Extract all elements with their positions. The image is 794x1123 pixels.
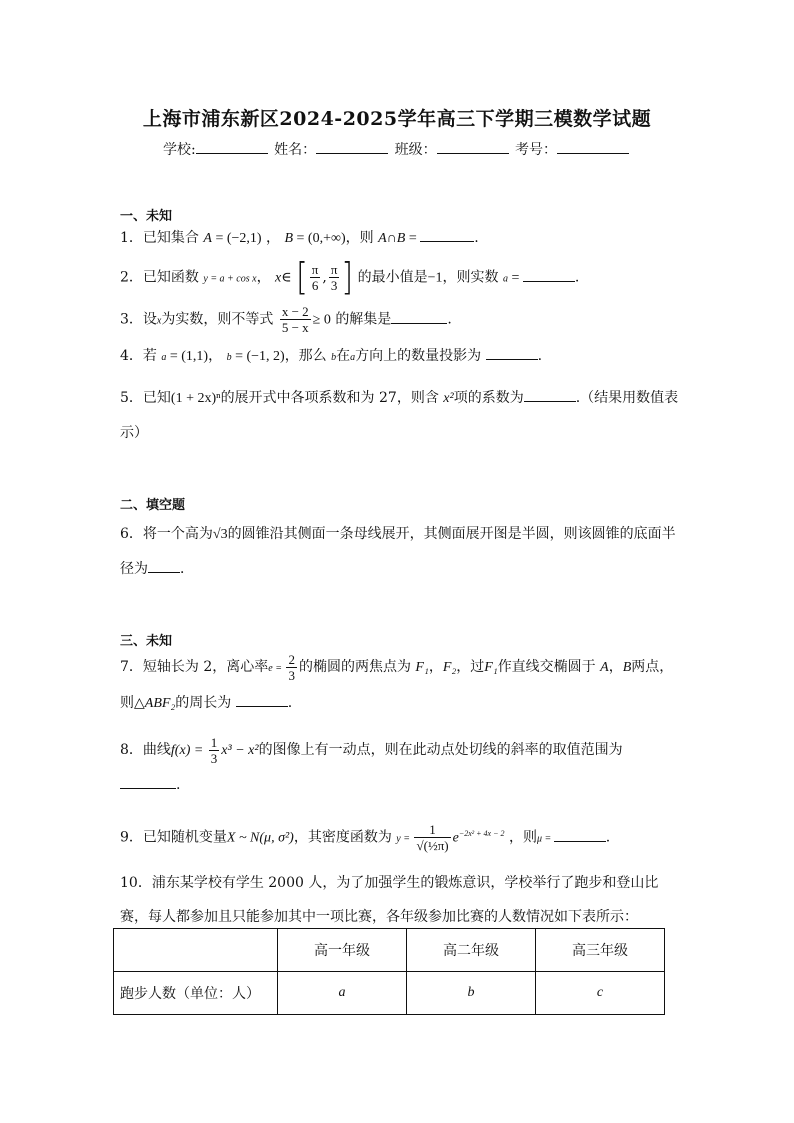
answer-blank-6[interactable] [148, 560, 180, 573]
school-blank[interactable] [196, 141, 268, 154]
question-10: 10．浦东某学校有学生 2000 人，为了加强学生的锻炼意识，学校举行了跑步和登山比赛，每人都参加且只能参加其中一项比赛，各年级参加比赛的人数情况如下表所示： [120, 875, 659, 925]
question-2: 2．已知函数 y = a + cos x， x∈ [ $\frac{\pi}{6}$ , $\frac{\pi}{3}$ ] 的最小值是−1，则实数 a = . [120, 255, 580, 299]
id-blank[interactable] [557, 141, 629, 154]
question-6: 6．将一个高为√3的圆锥沿其侧面一条母线展开，其侧面展开图是半圆，则该圆锥的底面半径为 ． [120, 526, 676, 577]
question-7: 7．短轴长为 2，离心率e = $\frac{2}{3}$ 的椭圆的两焦点为 F₁，F₂，过F₁作直线交椭圆于 A，B两点，则△ABF₂的周长为 . [120, 651, 674, 711]
question-8: 8．曲线f(x) = $\frac{1}{3}$ x³ − x²的图像上有一动点，则在此动点处切线的斜率的取值范围为 . [120, 734, 623, 793]
class-blank[interactable] [437, 141, 509, 154]
section-heading-2: 二、填空题 [120, 498, 186, 513]
answer-blank-8[interactable] [120, 776, 176, 789]
name-label: 姓名： [274, 142, 317, 158]
id-label: 考号： [515, 142, 558, 158]
answer-blank-7[interactable] [236, 694, 288, 707]
table-row: 跑步人数（单位：人） a b c [114, 972, 665, 1015]
table-header-row: 高一年级 高二年级 高三年级 [114, 929, 665, 972]
exam-title: 上海市浦东新区2024-2025学年高三下学期三模数学试题 [142, 108, 652, 130]
student-info-row [0, 139, 794, 159]
answer-blank-5[interactable] [524, 389, 576, 402]
answer-blank-3[interactable] [391, 311, 447, 324]
answer-blank-2[interactable] [523, 269, 575, 282]
question-3: 3．设x为实数，则不等式 $\frac{x - 2}{5 - x}$ ≥ 0 的解集是 . [120, 304, 452, 335]
school-label: 学校: [162, 142, 196, 158]
question-1: 1．已知集合 A = (−2,1) ， B = (0,+∞)，则 A∩B = . [120, 230, 479, 246]
question-4: 4．若 a = (1,1)， b = (−1, 2)，那么 b在a方向上的数量投影为 . [120, 348, 543, 364]
participants-table [113, 928, 665, 1015]
section-heading-3: 三、未知 [120, 634, 173, 649]
answer-blank-1[interactable] [420, 229, 474, 242]
answer-blank-4[interactable] [486, 347, 538, 360]
answer-blank-9[interactable] [554, 829, 606, 842]
question-5: 5．已知(1 + 2x)ⁿ的展开式中各项系数和为 27，则含 x²项的系数为 .（结果用数值表示） [120, 390, 679, 441]
name-blank[interactable] [316, 141, 388, 154]
section-heading-1: 一、未知 [120, 209, 173, 224]
question-9: 9．已知随机变量X ~ N(μ, σ²)，其密度函数为 y = $\frac{1}{\text{√(½π)}}$ $e^{-2x^2 + 4x - 2}$ ，则μ = . [120, 822, 611, 853]
class-label: 班级： [394, 142, 437, 158]
